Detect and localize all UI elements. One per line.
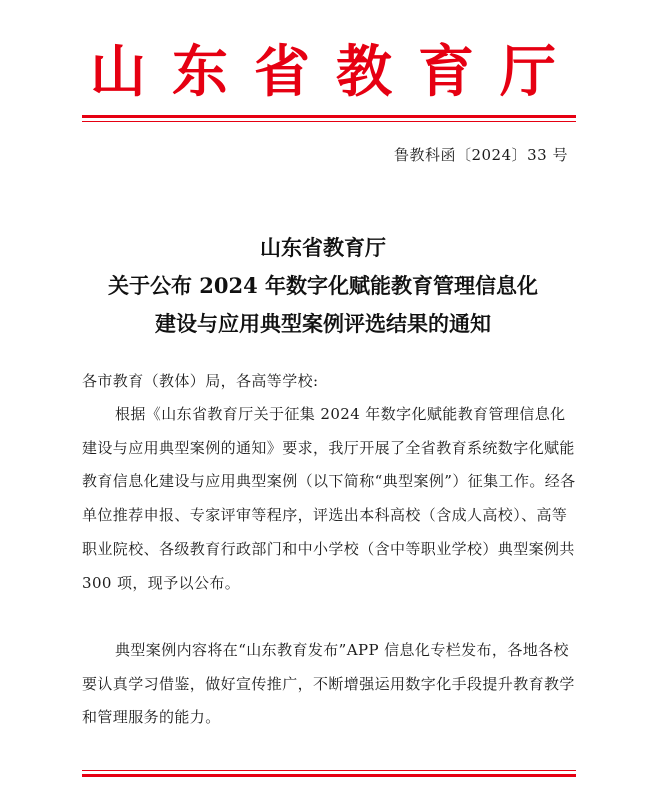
footer-rule-thick	[82, 774, 576, 777]
notice-title-line-2: 关于公布 2024 年数字化赋能教育管理信息化	[107, 273, 539, 298]
masthead-title: 山东省教育厅	[90, 39, 582, 105]
salutation: 各市教育（教体）局，各高等学校:	[82, 372, 319, 390]
body-paragraph-1: 根据《山东省教育厅关于征集 2024 年数字化赋能教育管理信息化建设与应用典型案例的通知》要求，我厅开展了全省教育系统数字化赋能教育信息化建设与应用典型案例（以下简称“典型案例”）征集工作。经各单位推荐申报、专家评审等程序，评选出本科高校（含成人高校）、高等职业院校、各级教育行政部门和中小学校（含中等职业学校）典型案例共 300 项，现予以公布。	[82, 405, 576, 592]
body-paragraph-2: 典型案例内容将在“山东教育发布”APP 信息化专栏发布，各地各校要认真学习借鉴，做好宣传推广，不断增强运用数字化手段提升教育教学和管理服务的能力。	[82, 641, 575, 727]
masthead-rule-thick	[82, 115, 576, 118]
notice-title-line-1: 山东省教育厅	[260, 235, 386, 260]
footer-rule-thin	[82, 770, 576, 771]
notice-title-line-3: 建设与应用典型案例评选结果的通知	[155, 311, 491, 336]
document-number: 鲁教科函〔2024〕33 号	[393, 146, 568, 164]
masthead-rule-thin	[82, 121, 576, 122]
